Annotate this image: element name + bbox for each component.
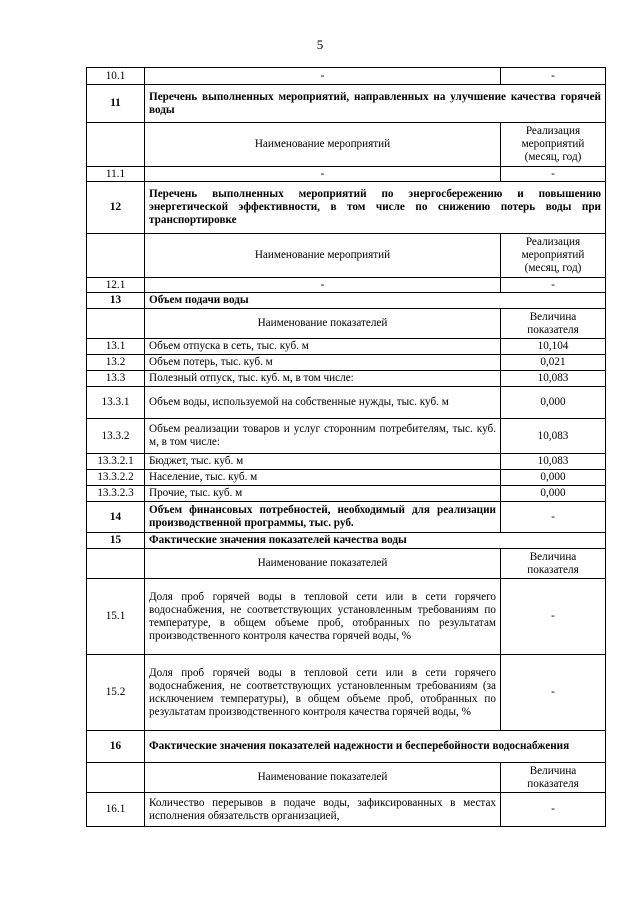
row-value: 10,083 xyxy=(501,454,606,470)
row-number: 12.1 xyxy=(87,278,145,293)
column-header-row xyxy=(87,234,606,278)
column-header-value: Величина показателя xyxy=(501,549,606,579)
section-number: 11 xyxy=(87,85,145,123)
column-header-row xyxy=(87,763,606,793)
section-row xyxy=(87,85,606,123)
table-row xyxy=(87,655,606,731)
section-title: Фактические значения показателей надежности и бесперебойности водоснабжения xyxy=(145,731,606,763)
column-header-value: Реализация мероприятий (месяц, год) xyxy=(501,123,606,167)
section-title: Перечень выполненных мероприятий по энергосбережению и повышению энергетической эффективности, в том числе по снижению потерь воды при транспортировке xyxy=(145,182,606,234)
page-number: 5 xyxy=(316,37,324,52)
row-number: 13.3.2.2 xyxy=(87,470,145,486)
row-description: Полезный отпуск, тыс. куб. м, в том числе: xyxy=(145,371,501,387)
section-row xyxy=(87,502,606,533)
row-value: - xyxy=(501,167,606,182)
section-row xyxy=(87,293,606,309)
row-number-empty xyxy=(87,763,145,793)
table-row xyxy=(87,278,606,293)
row-value: - xyxy=(501,655,606,731)
row-description: Прочие, тыс. куб. м xyxy=(145,486,501,502)
row-description: Доля проб горячей воды в тепловой сети или в сети горячего водоснабжения, не соответствующих установленным требованиям (за исключением температуры), в общем объеме проб, отобранных по результатам производственного контроля качества горячей воды, % xyxy=(145,655,501,731)
row-number: 13.3.2.1 xyxy=(87,454,145,470)
row-value: - xyxy=(501,278,606,293)
section-title: Объем финансовых потребностей, необходимый для реализации производственной программы, тыс. руб. xyxy=(145,502,501,533)
table-row xyxy=(87,454,606,470)
column-header-name: Наименование показателей xyxy=(145,309,501,339)
section-row xyxy=(87,731,606,763)
row-description: Население, тыс. куб. м xyxy=(145,470,501,486)
column-header-name: Наименование мероприятий xyxy=(145,123,501,167)
section-number: 14 xyxy=(87,502,145,533)
row-number-empty xyxy=(87,123,145,167)
column-header-value: Величина показателя xyxy=(501,309,606,339)
row-number: 15.2 xyxy=(87,655,145,731)
row-number: 13.3.2 xyxy=(87,419,145,454)
row-number-empty xyxy=(87,234,145,278)
row-number: 13.1 xyxy=(87,339,145,355)
section-title: Фактические значения показателей качества воды xyxy=(145,533,606,549)
row-number-empty xyxy=(87,549,145,579)
section-value: - xyxy=(501,502,606,533)
row-description: Бюджет, тыс. куб. м xyxy=(145,454,501,470)
column-header-value: Реализация мероприятий (месяц, год) xyxy=(501,234,606,278)
row-description: - xyxy=(145,278,501,293)
row-number: 13.3.1 xyxy=(87,387,145,419)
row-value: 0,000 xyxy=(501,387,606,419)
section-number: 15 xyxy=(87,533,145,549)
row-description: - xyxy=(145,68,501,85)
row-value: 10,104 xyxy=(501,339,606,355)
row-number: 11.1 xyxy=(87,167,145,182)
row-number-empty xyxy=(87,309,145,339)
row-value: 10,083 xyxy=(501,419,606,454)
column-header-row xyxy=(87,549,606,579)
row-value: 0,000 xyxy=(501,470,606,486)
table-row xyxy=(87,579,606,655)
row-description: Объем отпуска в сеть, тыс. куб. м xyxy=(145,339,501,355)
column-header-row xyxy=(87,123,606,167)
row-description: Объем реализации товаров и услуг сторонним потребителям, тыс. куб. м, в том числе: xyxy=(145,419,501,454)
table-row xyxy=(87,355,606,371)
row-number: 13.3.2.3 xyxy=(87,486,145,502)
row-description: Объем потерь, тыс. куб. м xyxy=(145,355,501,371)
table-row xyxy=(87,387,606,419)
row-value: - xyxy=(501,579,606,655)
row-description: - xyxy=(145,167,501,182)
section-number: 12 xyxy=(87,182,145,234)
column-header-row xyxy=(87,309,606,339)
report-table xyxy=(86,67,606,827)
row-number: 15.1 xyxy=(87,579,145,655)
table-row xyxy=(87,339,606,355)
row-value: 0,021 xyxy=(501,355,606,371)
table-row xyxy=(87,470,606,486)
section-title: Перечень выполненных мероприятий, направленных на улучшение качества горячей воды xyxy=(145,85,606,123)
column-header-name: Наименование мероприятий xyxy=(145,234,501,278)
column-header-name: Наименование показателей xyxy=(145,549,501,579)
table-row xyxy=(87,371,606,387)
section-number: 16 xyxy=(87,731,145,763)
row-number: 16.1 xyxy=(87,793,145,827)
row-value: - xyxy=(501,793,606,827)
row-description: Доля проб горячей воды в тепловой сети или в сети горячего водоснабжения, не соответствующих установленным требованиям по температуре, в общем объеме проб, отобранных по результатам производственного контроля качества горячей воды, % xyxy=(145,579,501,655)
row-value: 0,000 xyxy=(501,486,606,502)
section-number: 13 xyxy=(87,293,145,309)
table-row xyxy=(87,793,606,827)
row-value: 10,083 xyxy=(501,371,606,387)
column-header-value: Величина показателя xyxy=(501,763,606,793)
table-row xyxy=(87,68,606,85)
table-row xyxy=(87,167,606,182)
table-row xyxy=(87,486,606,502)
row-number: 10.1 xyxy=(87,68,145,85)
table-row xyxy=(87,419,606,454)
column-header-name: Наименование показателей xyxy=(145,763,501,793)
row-description: Объем воды, используемой на собственные нужды, тыс. куб. м xyxy=(145,387,501,419)
section-row xyxy=(87,533,606,549)
report-table-body xyxy=(87,68,606,827)
row-value: - xyxy=(501,68,606,85)
row-number: 13.2 xyxy=(87,355,145,371)
section-title: Объем подачи воды xyxy=(145,293,606,309)
row-description: Количество перерывов в подаче воды, зафиксированных в местах исполнения обязательств организацией, xyxy=(145,793,501,827)
row-number: 13.3 xyxy=(87,371,145,387)
section-row xyxy=(87,182,606,234)
